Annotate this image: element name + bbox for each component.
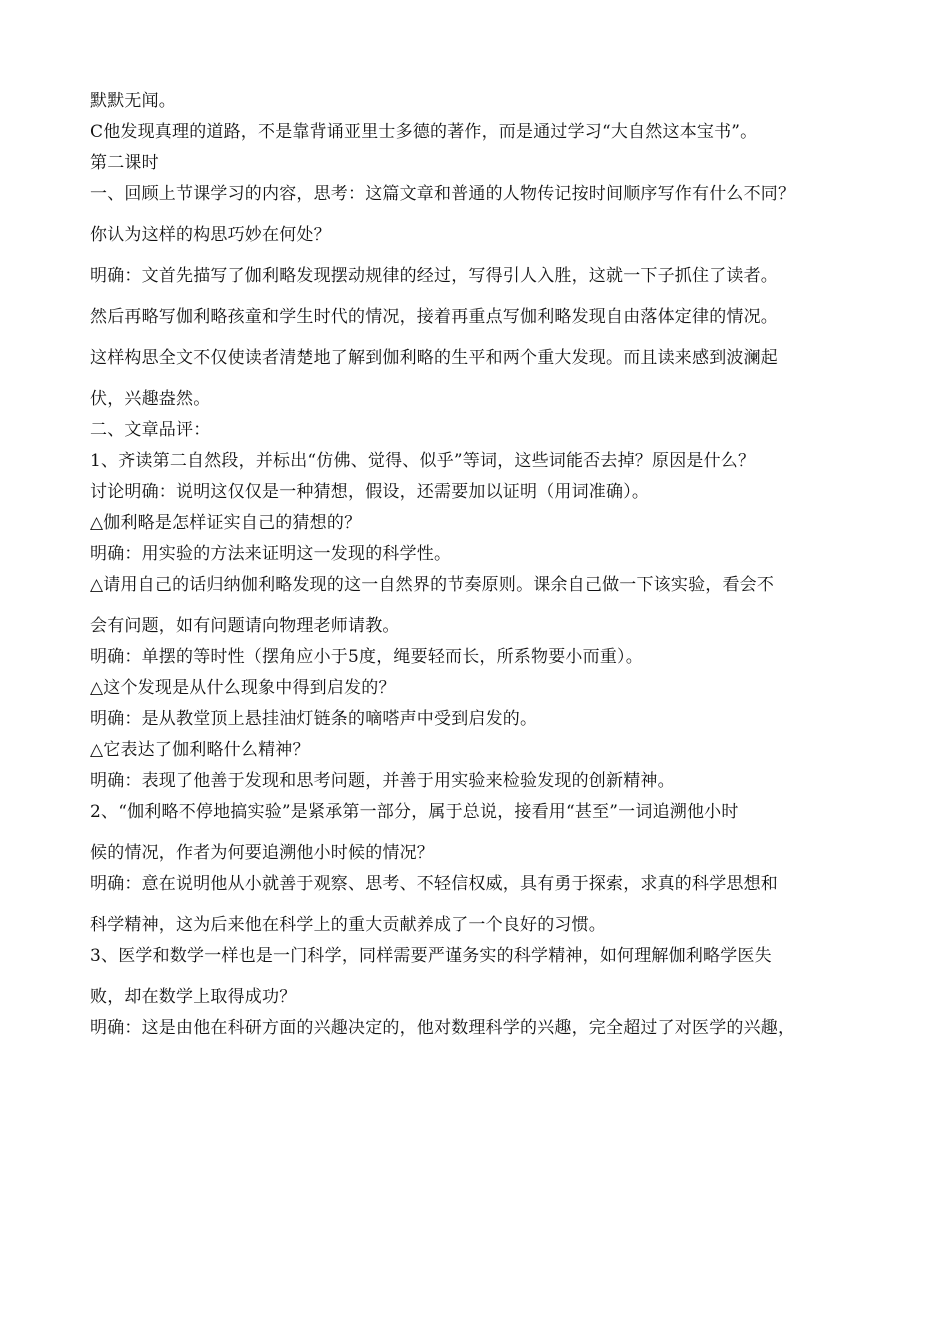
text-line: C他发现真理的道路，不是靠背诵亚里士多德的著作，而是通过学习“大自然这本宝书”。 [90,122,758,142]
text-line: 明确：是从教堂顶上悬挂油灯链条的嘀嗒声中受到启发的。 [90,709,538,729]
text-line: 伏，兴趣盎然。 [90,389,211,409]
text-line: 明确：表现了他善于发现和思考问题，并善于用实验来检验发现的创新精神。 [90,771,675,791]
text-line: 你认为这样的构思巧妙在何处？ [90,225,331,245]
text-line: 一、回顾上节课学习的内容，思考：这篇文章和普通的人物传记按时间顺序写作有什么不同？ [90,184,796,204]
text-line: 败，却在数学上取得成功？ [90,987,297,1007]
section-heading: 二、文章品评： [90,420,211,440]
text-line: 明确：意在说明他从小就善于观察、思考、不轻信权威，具有勇于探索，求真的科学思想和 [90,874,778,894]
text-line: 3、医学和数学一样也是一门科学，同样需要严谨务实的科学精神，如何理解伽利略学医失 [90,946,772,966]
text-line: 会有问题，如有问题请向物理老师请教。 [90,616,400,636]
text-line: 明确：单摆的等时性（摆角应小于5度，绳要轻而长，所系物要小而重）。 [90,647,643,667]
text-line: 然后再略写伽利略孩童和学生时代的情况，接着再重点写伽利略发现自由落体定律的情况。 [90,307,778,327]
text-line: 1、齐读第二自然段，并标出“仿佛、觉得、似乎”等词，这些词能否去掉？原因是什么？ [90,451,756,471]
text-line: △请用自己的话归纳伽利略发现的这一自然界的节奏原则。课余自己做一下该实验，看会不 [90,575,775,595]
text-line: 讨论明确：说明这仅仅是一种猜想，假设，还需要加以证明（用词准确）。 [90,482,650,502]
text-line: 明确：这是由他在科研方面的兴趣决定的，他对数理科学的兴趣，完全超过了对医学的兴趣， [90,1018,796,1038]
section-heading: 第二课时 [90,153,159,173]
text-line: 2、“伽利略不停地搞实验”是紧承第一部分，属于总说，接看用“甚至”一词追溯他小时 [90,802,739,822]
text-line: 这样构思全文不仅使读者清楚地了解到伽利略的生平和两个重大发现。而且读来感到波澜起 [90,348,778,368]
text-line: △这个发现是从什么现象中得到启发的？ [90,678,396,698]
text-line: 明确：文首先描写了伽利略发现摆动规律的经过，写得引人入胜，这就一下子抓住了读者。 [90,266,778,286]
text-line: △它表达了伽利略什么精神？ [90,740,310,760]
text-line: 候的情况，作者为何要追溯他小时候的情况？ [90,843,434,863]
text-line: 科学精神，这为后来他在科学上的重大贡献养成了一个良好的习惯。 [90,915,606,935]
text-line: 明确：用实验的方法来证明这一发现的科学性。 [90,544,452,564]
text-line: 默默无闻。 [90,91,176,111]
text-line: △伽利略是怎样证实自己的猜想的？ [90,513,362,533]
